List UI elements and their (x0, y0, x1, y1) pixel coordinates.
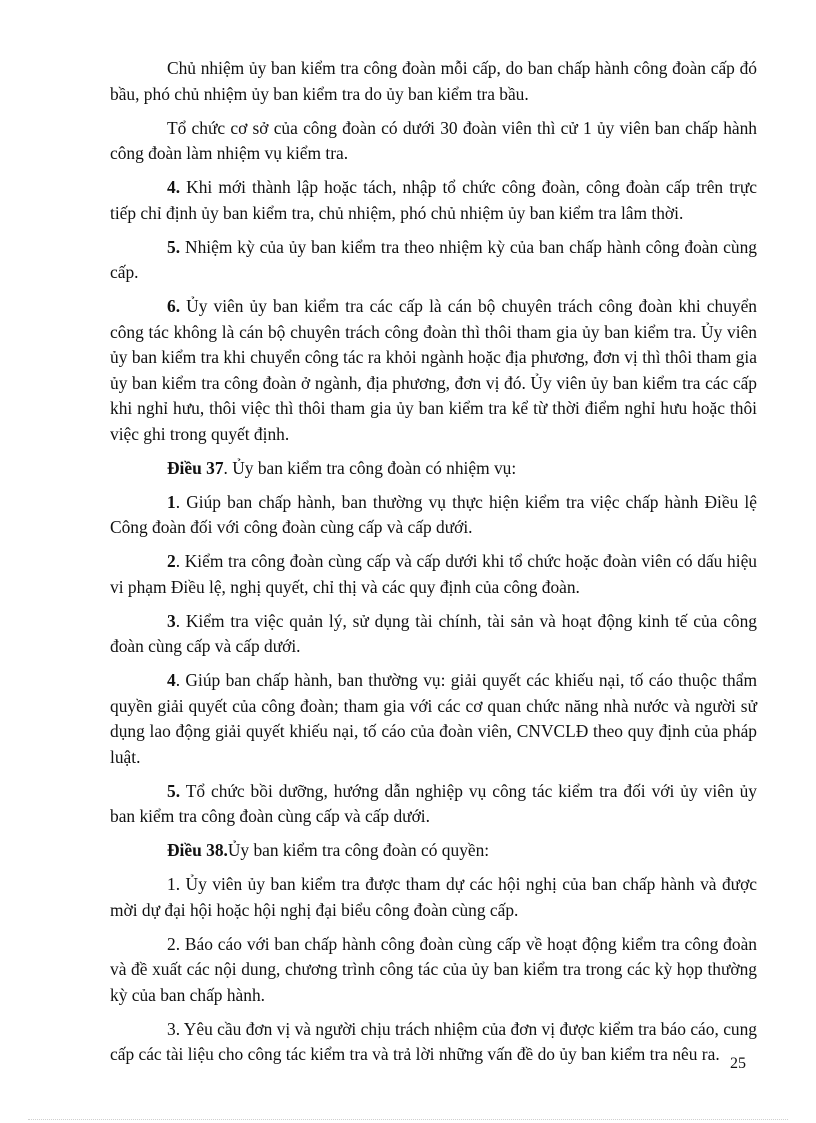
paragraph-2 (110, 116, 757, 167)
article-number: Điều 37 (167, 457, 224, 478)
paragraph-8 (110, 549, 757, 600)
paragraph-text: Khi mới thành lập hoặc tách, nhập tổ chức công đoàn, công đoàn cấp trên trực tiếp chỉ định ủy ban kiểm tra, chủ nhiệm, phó chủ nhiệm ủy ban kiểm tra lâm thời. (110, 177, 757, 223)
paragraph-5 (110, 294, 757, 447)
paragraph-4 (110, 235, 757, 286)
paragraph-number: 4. (167, 177, 181, 197)
paragraph-text: . Giúp ban chấp hành, ban thường vụ: giải quyết các khiếu nại, tố cáo thuộc thẩm quyền giải quyết của công đoàn; tham gia với các cơ quan chức năng nhà nước và người sử dụng lao động giải quyết khiếu nại, tố cáo của đoàn viên, CNVCLĐ theo quy định của pháp luật. (110, 670, 757, 767)
article-37-heading (110, 456, 757, 482)
paragraph-number: 1 (167, 491, 176, 512)
paragraph-text: Chủ nhiệm ủy ban kiểm tra công đoàn mỗi cấp, do ban chấp hành công đoàn cấp đó bầu, phó chủ nhiệm ủy ban kiểm tra do ủy ban kiểm tra bầu. (110, 58, 757, 104)
paragraph-text: 1. Ủy viên ủy ban kiểm tra được tham dự các hội nghị của ban chấp hành và được mời dự đại hội hoặc hội nghị đại biểu công đoàn cùng cấp. (110, 874, 757, 920)
page-number: 25 (730, 1055, 746, 1072)
paragraph-text: 3. Yêu cầu đơn vị và người chịu trách nhiệm của đơn vị được kiểm tra báo cáo, cung cấp các tài liệu cho công tác kiểm tra và trả lời những vấn đề do ủy ban kiểm tra nêu ra. (110, 1018, 757, 1064)
paragraph-11 (110, 779, 757, 830)
paragraph-number: 6. (167, 296, 181, 316)
paragraph-text: . Kiểm tra việc quản lý, sử dụng tài chính, tài sản và hoạt động kinh tế của công đoàn cùng cấp và cấp dưới. (110, 610, 757, 656)
paragraph-text: . Kiểm tra công đoàn cùng cấp và cấp dưới khi tổ chức hoặc đoàn viên có dấu hiệu vi phạm Điều lệ, nghị quyết, chỉ thị và các quy định của công đoàn. (110, 551, 757, 597)
article-title: . Ủy ban kiểm tra công đoàn có nhiệm vụ: (223, 457, 517, 478)
paragraph-15 (110, 1017, 757, 1068)
paragraph-text: 2. Báo cáo với ban chấp hành công đoàn cùng cấp về hoạt động kiểm tra công đoàn và đề xuất các nội dung, chương trình công tác của ủy ban kiểm tra trong các kỳ họp thường kỳ của ban chấp hành. (110, 933, 757, 1005)
paragraph-number: 3 (167, 610, 176, 631)
paragraph-text: Tổ chức cơ sở của công đoàn có dưới 30 đoàn viên thì cử 1 ủy viên ban chấp hành công đoàn làm nhiệm vụ kiểm tra. (110, 117, 757, 163)
paragraph-10 (110, 668, 757, 770)
paragraph-9 (110, 609, 757, 660)
paragraph-text: Tổ chức bồi dưỡng, hướng dẫn nghiệp vụ công tác kiểm tra đối với ủy viên ủy ban kiểm tra công đoàn cùng cấp và cấp dưới. (110, 780, 757, 826)
paragraph-number: 5. (167, 236, 181, 257)
article-38-heading (110, 838, 757, 864)
paragraph-3 (110, 175, 757, 226)
paragraph-number: 4 (167, 670, 176, 690)
paragraph-14 (110, 932, 757, 1009)
paragraph-number: 2 (167, 551, 176, 571)
paragraph-text: Nhiệm kỳ của ủy ban kiểm tra theo nhiệm kỳ của ban chấp hành công đoàn cùng cấp. (110, 236, 757, 282)
paragraph-7 (110, 490, 757, 541)
paragraph-1 (110, 56, 757, 107)
paragraph-text: Ủy viên ủy ban kiểm tra các cấp là cán bộ chuyên trách công đoàn khi chuyển công tác không là cán bộ chuyên trách công đoàn thì thôi tham gia ủy ban kiểm tra. Ủy viên ủy ban kiểm tra khi chuyển công tác ra khỏi ngành hoặc địa phương, đơn vị thì thôi tham gia ủy ban kiểm tra công đoàn ở ngành, địa phương, đơn vị đó. Ủy viên ủy ban kiểm tra các cấp khi nghỉ hưu, thôi việc thì thôi tham gia ủy ban kiểm tra kể từ thời điểm nghỉ hưu hoặc thôi việc ghi trong quyết định. (110, 296, 757, 444)
paragraph-number: 5. (167, 780, 181, 801)
paragraph-13 (110, 872, 757, 923)
article-number: Điều 38. (167, 840, 228, 860)
document-body (110, 56, 757, 1076)
paragraph-text: . Giúp ban chấp hành, ban thường vụ thực hiện kiểm tra việc chấp hành Điều lệ Công đoàn đối với công đoàn cùng cấp và cấp dưới. (110, 491, 757, 537)
page-bottom-divider (28, 1119, 788, 1120)
article-title: Ủy ban kiểm tra công đoàn có quyền: (227, 840, 490, 860)
